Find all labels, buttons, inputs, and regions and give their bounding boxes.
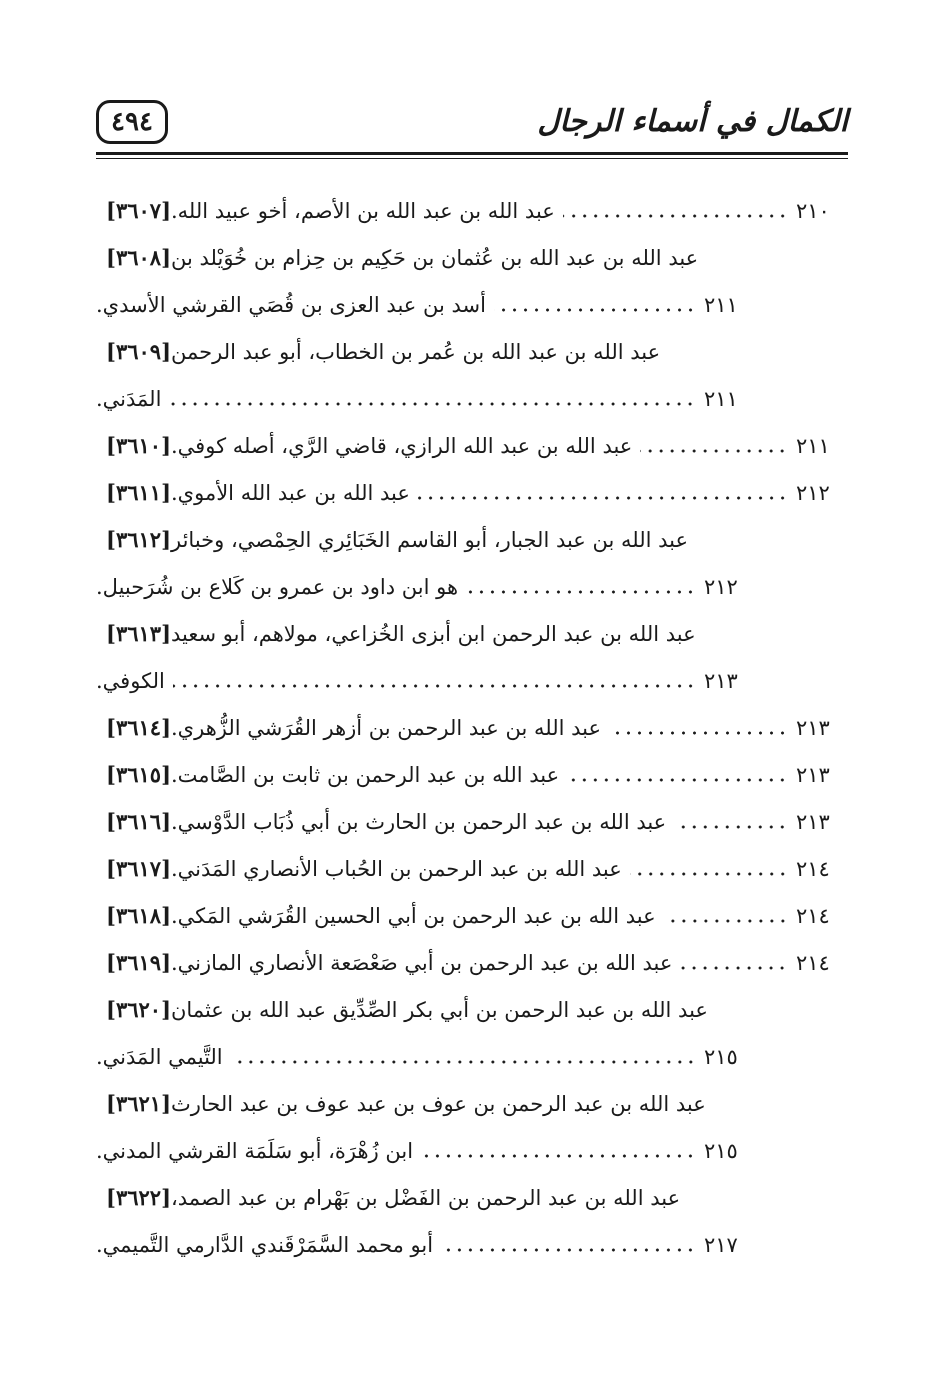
entry-title: عبد الله بن عبد الرحمن بن الحارث بن أبي ذُبَاب الدَّوْسي. bbox=[171, 809, 667, 834]
dot-leader bbox=[231, 1060, 696, 1064]
dot-leader bbox=[640, 449, 788, 453]
entry-title: عبد الله بن عبد الله الأموي. bbox=[171, 480, 410, 505]
entry-number: [٣٦٠٩] bbox=[106, 339, 171, 364]
entry-page: ٢١٥ bbox=[704, 1138, 738, 1163]
entry-number: [٣٦١٢] bbox=[106, 527, 171, 552]
dot-leader bbox=[466, 590, 696, 594]
entry-page: ٢١٣ bbox=[796, 762, 830, 787]
toc-line bbox=[96, 892, 848, 939]
dot-leader bbox=[169, 402, 696, 406]
entry-number: [٣٦١٥] bbox=[106, 762, 171, 787]
toc-line bbox=[96, 798, 848, 845]
dot-leader bbox=[494, 308, 696, 312]
toc-line bbox=[96, 281, 848, 328]
entry-number: [٣٦١٦] bbox=[106, 809, 171, 834]
entry-number: [٣٦٢١] bbox=[106, 1091, 171, 1116]
entry-number: [٣٦١٤] bbox=[106, 715, 171, 740]
entry-page: ٢١٤ bbox=[796, 903, 830, 928]
entry-page: ٢١١ bbox=[796, 433, 830, 458]
toc-line bbox=[96, 751, 848, 798]
entry-title: أسد بن عبد العزى بن قُصَي القرشي الأسدي. bbox=[96, 292, 486, 317]
entry-number: [٣٦٢٠] bbox=[106, 997, 171, 1022]
entry-title: عبد الله بن عبد الرحمن بن الحُباب الأنصاري المَدَني. bbox=[171, 856, 622, 881]
entry-page: ٢١٤ bbox=[796, 950, 830, 975]
book-title: الكمال في أسماء الرجال bbox=[537, 103, 848, 139]
entry-page: ٢١١ bbox=[704, 292, 738, 317]
entry-title: عبد الله بن عبد الله بن الأصم، أخو عبيد الله. bbox=[171, 198, 555, 223]
entry-title: التَّيمي المَدَني. bbox=[96, 1044, 223, 1069]
toc-line bbox=[96, 657, 848, 704]
toc-line bbox=[96, 422, 848, 469]
dot-leader bbox=[421, 1154, 696, 1158]
entry-title: عبد الله بن عبد الجبار، أبو القاسم الخَبَائِري الحِمْصي، وخبائر bbox=[171, 527, 689, 552]
toc-line bbox=[96, 1033, 848, 1080]
entry-number: [٣٦١٧] bbox=[106, 856, 171, 881]
dot-leader bbox=[563, 214, 788, 218]
toc-line bbox=[96, 328, 848, 375]
toc-line bbox=[96, 234, 848, 281]
entry-number: [٣٦١٨] bbox=[106, 903, 171, 928]
toc-line bbox=[96, 1174, 848, 1221]
toc-line bbox=[96, 939, 848, 986]
toc-line bbox=[96, 986, 848, 1033]
entry-title: عبد الله بن عبد الله بن عُثمان بن حَكِيم بن حِزام بن خُوَيْلد بن bbox=[171, 245, 699, 270]
page-number: ٤٩٤ bbox=[96, 100, 168, 144]
toc-line bbox=[96, 1127, 848, 1174]
dot-leader bbox=[441, 1248, 696, 1252]
dot-leader bbox=[609, 731, 788, 735]
toc-line bbox=[96, 563, 848, 610]
toc-line bbox=[96, 704, 848, 751]
entry-page: ٢١٧ bbox=[704, 1232, 738, 1257]
entry-number: [٣٦٠٨] bbox=[106, 245, 171, 270]
dot-leader bbox=[664, 919, 788, 923]
entry-number: [٣٦١٩] bbox=[106, 950, 171, 975]
entry-page: ٢١٥ bbox=[704, 1044, 738, 1069]
entry-title: عبد الله بن عبد الله الرازي، قاضي الرَّي، أصله كوفي. bbox=[171, 433, 633, 458]
entry-title: هو ابن داود بن عمرو بن كَلاع بن شُرَحبيل. bbox=[96, 574, 459, 599]
entry-number: [٣٦١١] bbox=[106, 480, 171, 505]
entry-title: عبد الله بن عبد الرحمن بن عوف بن عبد عوف بن عبد الحارث bbox=[171, 1091, 706, 1116]
entry-page: ٢١٣ bbox=[796, 809, 830, 834]
entry-title: عبد الله بن عبد الرحمن بن أبي صَعْصَعة الأنصاري المازني. bbox=[171, 950, 673, 975]
entry-title: عبد الله بن عبد الرحمن بن أزهر القُرَشي الزُّهري. bbox=[171, 715, 601, 740]
entry-title: ابن زُهْرَة، أبو سَلَمَة القرشي المدني. bbox=[96, 1138, 414, 1163]
toc-line bbox=[96, 610, 848, 657]
entry-number: [٣٦٠٧] bbox=[106, 198, 171, 223]
entry-page: ٢١٣ bbox=[704, 668, 738, 693]
entry-number: [٣٦١٣] bbox=[106, 621, 171, 646]
header-rule bbox=[96, 152, 848, 155]
entry-page: ٢١١ bbox=[704, 386, 738, 411]
toc-line bbox=[96, 375, 848, 422]
entry-title: عبد الله بن عبد الله بن عُمر بن الخطاب، أبو عبد الرحمن bbox=[171, 339, 661, 364]
entry-number: [٣٦٢٢] bbox=[106, 1185, 171, 1210]
dot-leader bbox=[630, 872, 788, 876]
toc-line bbox=[96, 1221, 848, 1268]
table-of-contents bbox=[96, 187, 848, 1268]
dot-leader bbox=[674, 825, 788, 829]
entry-page: ٢١٢ bbox=[704, 574, 738, 599]
dot-leader bbox=[418, 496, 788, 500]
header-rule-thin bbox=[96, 158, 848, 159]
entry-title: عبد الله بن عبد الرحمن ابن أبزى الخُزاعي، مولاهم، أبو سعيد bbox=[171, 621, 696, 646]
entry-number: [٣٦١٠] bbox=[106, 433, 171, 458]
page-header bbox=[96, 96, 848, 156]
toc-line bbox=[96, 187, 848, 234]
entry-title: المَدَني. bbox=[96, 386, 162, 411]
dot-leader bbox=[173, 684, 696, 688]
entry-title: عبد الله بن عبد الرحمن بن ثابت بن الصَّامت. bbox=[171, 762, 560, 787]
entry-title: عبد الله بن عبد الرحمن بن الفَضْل بن بَهْرام بن عبد الصمد، bbox=[171, 1185, 681, 1210]
toc-line bbox=[96, 516, 848, 563]
toc-line bbox=[96, 845, 848, 892]
entry-title: الكوفي. bbox=[96, 668, 165, 693]
dot-leader bbox=[680, 966, 788, 970]
entry-title: عبد الله بن عبد الرحمن بن أبي الحسين القُرَشي المَكي. bbox=[171, 903, 656, 928]
toc-line bbox=[96, 469, 848, 516]
entry-page: ٢١٣ bbox=[796, 715, 830, 740]
entry-page: ٢١٢ bbox=[796, 480, 830, 505]
dot-leader bbox=[567, 778, 788, 782]
entry-title: عبد الله بن عبد الرحمن بن أبي بكر الصِّدِّيق عبد الله بن عثمان bbox=[171, 997, 708, 1022]
entry-page: ٢١٠ bbox=[796, 198, 830, 223]
entry-page: ٢١٤ bbox=[796, 856, 830, 881]
toc-line bbox=[96, 1080, 848, 1127]
entry-title: أبو محمد السَّمَرْقَندي الدَّارمي التَّميمي. bbox=[96, 1232, 434, 1257]
